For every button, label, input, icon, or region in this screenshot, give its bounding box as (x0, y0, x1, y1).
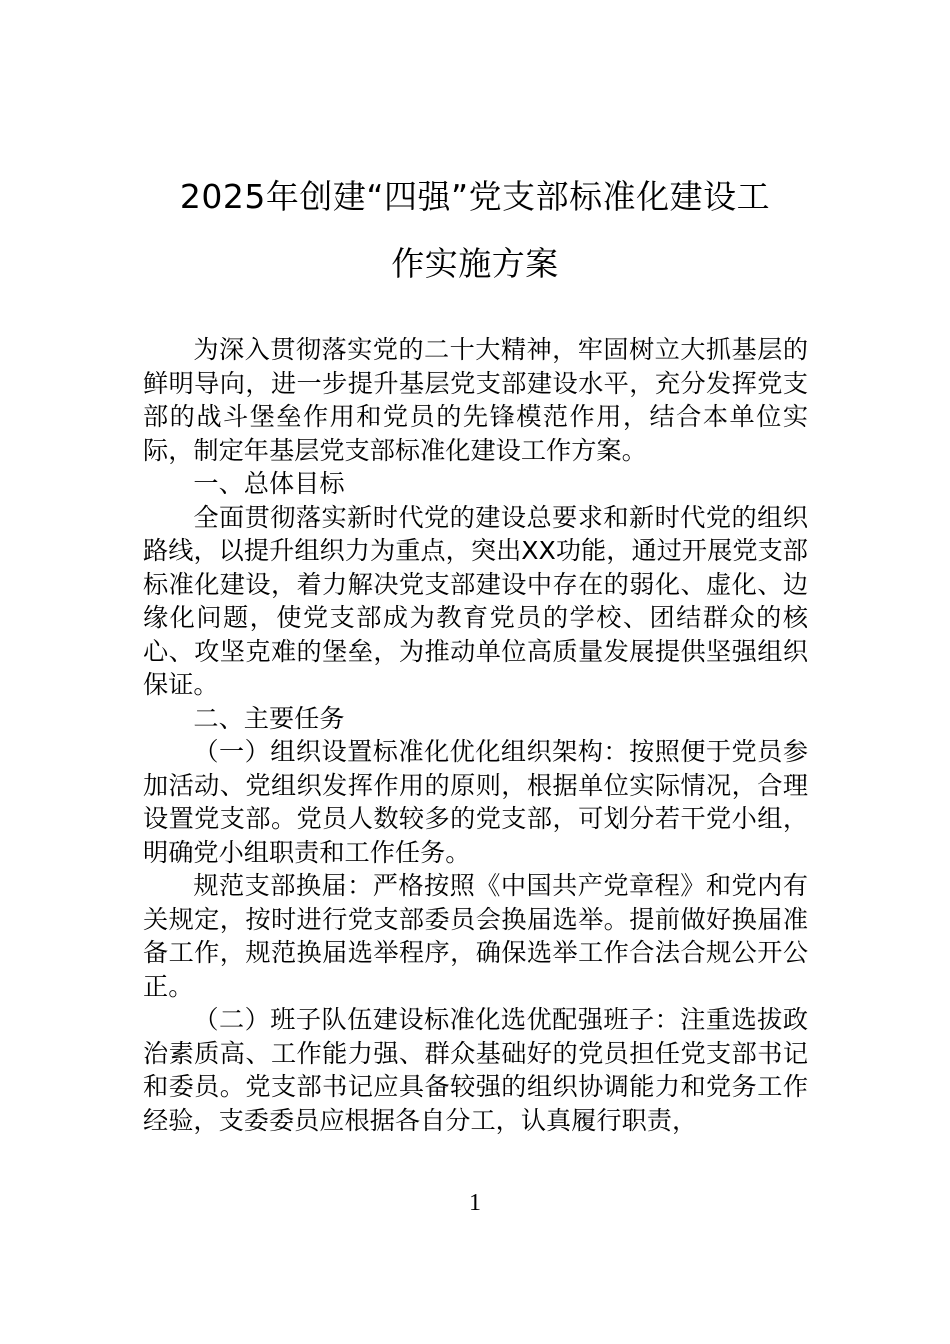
paragraph-intro: 为深入贯彻落实党的二十大精神，牢固树立大抓基层的鲜明导向，进一步提升基层党支部建设水平，充分发挥党支部的战斗堡垒作用和党员的先锋模范作用，结合本单位实际，制定年基层党支部标准化建设工作方案。 (143, 335, 808, 465)
document-body (143, 333, 808, 1137)
document-title-line-1: 2025年创建“四强”党支部标准化建设工 (179, 177, 771, 216)
section-heading-overall-goal: 一、总体目标 (193, 469, 345, 498)
paragraph-overall-goal: 全面贯彻落实新时代党的建设总要求和新时代党的组织路线，以提升组织力为重点，突出XX功能，通过开展党支部标准化建设，着力解决党支部建设中存在的弱化、虚化、边缘化问题，使党支部成为教育党员的学校、团结群众的核心、攻坚克难的堡垒，为推动单位高质量发展提供坚强组织保证。 (143, 502, 808, 699)
paragraph-task-2: （二）班子队伍建设标准化选优配强班子：注重选拔政治素质高、工作能力强、群众基础好的党员担任党支部书记和委员。党支部书记应具备较强的组织协调能力和党务工作经验，支委委员应根据各自分工，认真履行职责， (143, 1005, 808, 1135)
page-number: 1 (469, 1190, 481, 1216)
paragraph-task-1: （一）组织设置标准化优化组织架构：按照便于党员参加活动、党组织发挥作用的原则，根据单位实际情况，合理设置党支部。党员人数较多的党支部，可划分若干党小组，明确党小组职责和工作任务。 (143, 737, 808, 867)
section-heading-main-tasks: 二、主要任务 (193, 703, 345, 733)
paragraph-task-1-election: 规范支部换届：严格按照《中国共产党章程》和党内有关规定，按时进行党支部委员会换届选举。提前做好换届准备工作，规范换届选举程序，确保选举工作合法合规公开公正。 (143, 871, 808, 1001)
document-title-line-2: 作实施方案 (391, 244, 559, 283)
